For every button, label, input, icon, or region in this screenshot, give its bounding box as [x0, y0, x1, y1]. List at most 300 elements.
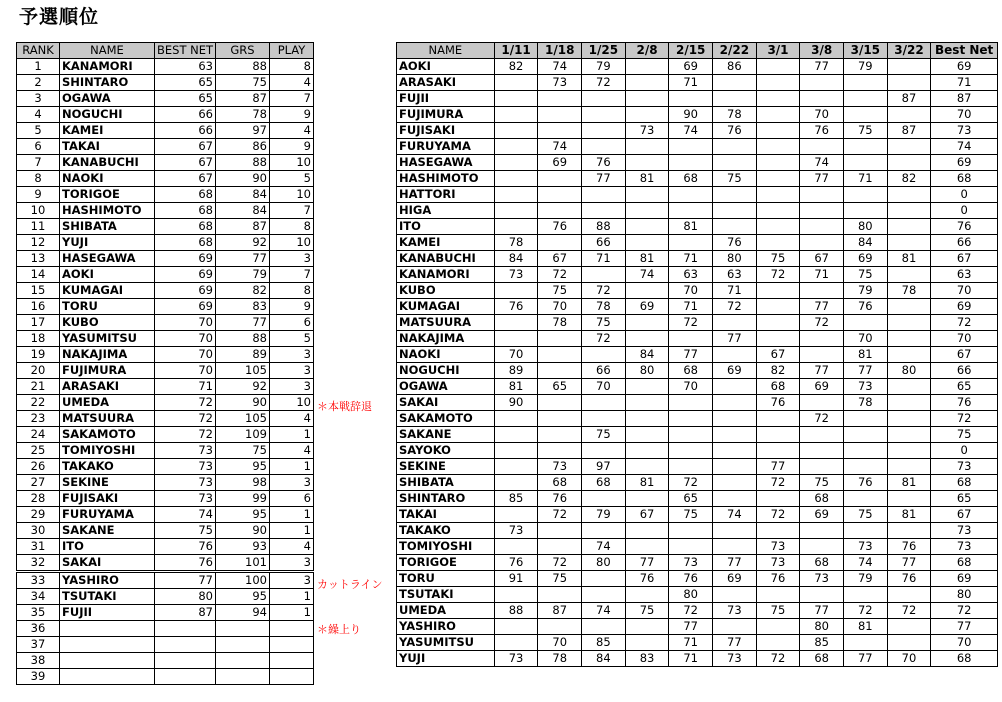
scores-row	[397, 411, 998, 427]
best-net-cell: 69	[931, 571, 998, 587]
player-name-cell: TORIGOE	[397, 555, 495, 571]
round-score-cell	[494, 91, 538, 107]
gross-cell: 82	[216, 283, 270, 299]
round-score-cell	[625, 443, 669, 459]
play-count-cell: 1	[270, 507, 314, 523]
round-score-cell	[843, 411, 887, 427]
round-score-cell: 81	[625, 171, 669, 187]
round-score-cell: 77	[800, 363, 844, 379]
player-name-cell: YUJI	[397, 651, 495, 667]
scores-row	[397, 651, 998, 667]
round-score-cell: 77	[800, 603, 844, 619]
round-score-cell	[887, 459, 931, 475]
rank-cell: 21	[17, 379, 60, 395]
round-score-cell	[843, 523, 887, 539]
round-score-cell	[494, 203, 538, 219]
round-score-cell: 89	[494, 363, 538, 379]
round-score-cell	[843, 587, 887, 603]
scores-header-date: 1/25	[582, 43, 626, 59]
round-score-cell	[800, 347, 844, 363]
round-score-cell: 79	[843, 283, 887, 299]
round-score-cell	[582, 395, 626, 411]
player-name-cell	[60, 637, 155, 653]
round-score-cell	[800, 523, 844, 539]
best-net-cell	[155, 669, 216, 685]
best-net-cell: 66	[931, 235, 998, 251]
rank-cell: 34	[17, 589, 60, 605]
rank-cell: 30	[17, 523, 60, 539]
ranking-header-row	[17, 43, 314, 59]
ranking-row	[17, 75, 314, 91]
scores-row	[397, 123, 998, 139]
round-score-cell: 84	[582, 651, 626, 667]
round-score-cell	[713, 491, 757, 507]
player-name-cell: SAKANE	[60, 523, 155, 539]
scores-row	[397, 91, 998, 107]
round-score-cell	[582, 347, 626, 363]
scores-row	[397, 315, 998, 331]
round-score-cell	[756, 123, 800, 139]
round-score-cell	[582, 91, 626, 107]
round-score-cell: 81	[887, 251, 931, 267]
round-score-cell: 68	[800, 651, 844, 667]
round-score-cell: 69	[713, 571, 757, 587]
play-count-cell: 3	[270, 347, 314, 363]
round-score-cell	[756, 107, 800, 123]
round-score-cell: 76	[756, 395, 800, 411]
round-score-cell: 78	[538, 315, 582, 331]
round-score-cell	[756, 619, 800, 635]
scores-row	[397, 555, 998, 571]
round-score-cell: 81	[887, 507, 931, 523]
round-score-cell: 71	[713, 283, 757, 299]
round-score-cell	[843, 203, 887, 219]
round-score-cell	[494, 187, 538, 203]
ranking-row	[17, 669, 314, 685]
player-name-cell: SHINTARO	[397, 491, 495, 507]
player-name-cell: OGAWA	[397, 379, 495, 395]
play-count-cell: 4	[270, 75, 314, 91]
ranking-row	[17, 123, 314, 139]
round-score-cell: 71	[669, 251, 713, 267]
gross-cell: 78	[216, 107, 270, 123]
round-score-cell: 74	[843, 555, 887, 571]
best-net-cell: 0	[931, 203, 998, 219]
round-score-cell: 66	[582, 235, 626, 251]
ranking-header-name: NAME	[60, 43, 155, 59]
ranking-row	[17, 315, 314, 331]
round-score-cell	[713, 379, 757, 395]
rank-cell: 31	[17, 539, 60, 555]
play-count-cell: 3	[270, 572, 314, 589]
gross-cell: 77	[216, 251, 270, 267]
round-score-cell: 72	[887, 603, 931, 619]
round-score-cell	[582, 187, 626, 203]
round-score-cell	[713, 619, 757, 635]
player-name-cell: SAYOKO	[397, 443, 495, 459]
round-score-cell: 78	[538, 651, 582, 667]
round-score-cell	[887, 347, 931, 363]
rank-cell: 7	[17, 155, 60, 171]
round-score-cell	[538, 171, 582, 187]
ranking-row	[17, 347, 314, 363]
round-score-cell: 74	[713, 507, 757, 523]
ranking-row	[17, 363, 314, 379]
play-count-cell: 1	[270, 589, 314, 605]
best-net-cell: 70	[931, 283, 998, 299]
player-name-cell: KANABUCHI	[60, 155, 155, 171]
round-score-cell: 73	[756, 539, 800, 555]
round-score-cell: 74	[800, 155, 844, 171]
round-score-cell	[625, 283, 669, 299]
round-score-cell: 72	[713, 299, 757, 315]
player-name-cell: SHINTARO	[60, 75, 155, 91]
round-score-cell	[582, 203, 626, 219]
round-score-cell	[713, 347, 757, 363]
round-score-cell	[625, 379, 669, 395]
round-score-cell: 76	[582, 155, 626, 171]
round-score-cell: 72	[756, 651, 800, 667]
scores-row	[397, 75, 998, 91]
round-score-cell	[887, 315, 931, 331]
round-score-cell: 72	[669, 475, 713, 491]
best-net-cell: 68	[931, 555, 998, 571]
round-score-cell: 77	[800, 59, 844, 75]
round-score-cell	[494, 75, 538, 91]
round-score-cell	[843, 491, 887, 507]
best-net-cell: 71	[155, 379, 216, 395]
round-score-cell: 97	[582, 459, 626, 475]
round-score-cell: 82	[756, 363, 800, 379]
best-net-cell: 69	[931, 299, 998, 315]
best-net-cell: 0	[931, 443, 998, 459]
round-score-cell	[582, 587, 626, 603]
rank-cell: 29	[17, 507, 60, 523]
round-score-cell: 67	[625, 507, 669, 523]
rank-cell: 2	[17, 75, 60, 91]
round-score-cell: 73	[713, 651, 757, 667]
round-score-cell: 71	[669, 75, 713, 91]
gross-cell: 87	[216, 219, 270, 235]
ranking-row	[17, 187, 314, 203]
player-name-cell: SEKINE	[397, 459, 495, 475]
round-score-cell	[756, 427, 800, 443]
ranking-row	[17, 219, 314, 235]
round-score-cell: 67	[800, 251, 844, 267]
round-score-cell	[582, 619, 626, 635]
play-count-cell	[270, 653, 314, 669]
round-score-cell: 77	[843, 363, 887, 379]
round-score-cell: 72	[582, 331, 626, 347]
ranking-row	[17, 572, 314, 589]
round-score-cell	[625, 75, 669, 91]
round-score-cell	[887, 267, 931, 283]
ranking-row	[17, 235, 314, 251]
player-name-cell: AOKI	[397, 59, 495, 75]
play-count-cell: 5	[270, 171, 314, 187]
player-name-cell: NAOKI	[60, 171, 155, 187]
round-score-cell: 78	[582, 299, 626, 315]
round-score-cell: 71	[669, 635, 713, 651]
round-score-cell	[494, 411, 538, 427]
gross-cell: 109	[216, 427, 270, 443]
round-score-cell	[625, 155, 669, 171]
scores-row	[397, 363, 998, 379]
best-net-cell: 73	[155, 475, 216, 491]
rank-cell: 20	[17, 363, 60, 379]
scores-header-date: 3/8	[800, 43, 844, 59]
play-count-cell: 7	[270, 91, 314, 107]
rank-cell: 18	[17, 331, 60, 347]
play-count-cell: 7	[270, 267, 314, 283]
rank-cell: 5	[17, 123, 60, 139]
round-score-cell: 73	[494, 267, 538, 283]
round-score-cell: 80	[625, 363, 669, 379]
round-score-cell: 72	[843, 603, 887, 619]
round-score-cell	[494, 475, 538, 491]
best-net-cell: 69	[155, 283, 216, 299]
round-score-cell: 66	[582, 363, 626, 379]
round-score-cell	[887, 155, 931, 171]
scores-header-date: 2/15	[669, 43, 713, 59]
ranking-header-play: PLAY	[270, 43, 314, 59]
scores-header-row	[397, 43, 998, 59]
best-net-cell: 65	[931, 379, 998, 395]
player-name-cell	[60, 669, 155, 685]
scores-row	[397, 155, 998, 171]
round-score-cell	[713, 443, 757, 459]
round-score-cell: 71	[669, 651, 713, 667]
round-score-cell	[756, 331, 800, 347]
scores-row	[397, 171, 998, 187]
round-score-cell	[800, 75, 844, 91]
round-score-cell: 72	[538, 267, 582, 283]
scores-row	[397, 59, 998, 75]
round-score-cell	[756, 235, 800, 251]
round-score-cell	[538, 235, 582, 251]
round-score-cell: 81	[625, 475, 669, 491]
round-score-cell: 73	[625, 123, 669, 139]
round-score-cell	[800, 587, 844, 603]
round-score-cell	[713, 459, 757, 475]
round-score-cell	[756, 587, 800, 603]
scores-row	[397, 347, 998, 363]
ranking-row	[17, 653, 314, 669]
ranking-row	[17, 155, 314, 171]
play-count-cell: 1	[270, 605, 314, 621]
round-score-cell: 72	[669, 603, 713, 619]
round-score-cell	[494, 315, 538, 331]
ranking-row	[17, 523, 314, 539]
player-name-cell: FUJII	[60, 605, 155, 621]
player-name-cell: YASUMITSU	[397, 635, 495, 651]
round-score-cell	[756, 203, 800, 219]
round-score-cell: 77	[582, 171, 626, 187]
ranking-row	[17, 621, 314, 637]
round-score-cell	[582, 267, 626, 283]
rank-cell: 6	[17, 139, 60, 155]
round-score-cell	[538, 411, 582, 427]
round-score-cell	[625, 315, 669, 331]
best-net-cell	[155, 637, 216, 653]
round-score-cell	[538, 107, 582, 123]
best-net-cell: 68	[931, 171, 998, 187]
player-name-cell: HASEGAWA	[60, 251, 155, 267]
best-net-cell: 74	[155, 507, 216, 523]
best-net-cell: 0	[931, 187, 998, 203]
round-score-cell: 65	[538, 379, 582, 395]
round-score-cell	[669, 187, 713, 203]
round-score-cell	[538, 203, 582, 219]
round-score-cell: 63	[713, 267, 757, 283]
player-name-cell: HIGA	[397, 203, 495, 219]
round-score-cell	[887, 187, 931, 203]
ranking-row	[17, 637, 314, 653]
round-score-cell	[494, 539, 538, 555]
round-score-cell: 78	[887, 283, 931, 299]
round-score-cell: 72	[538, 507, 582, 523]
player-name-cell: HATTORI	[397, 187, 495, 203]
round-score-cell: 73	[494, 523, 538, 539]
best-net-cell: 73	[931, 523, 998, 539]
best-net-cell: 73	[931, 123, 998, 139]
best-net-cell: 73	[155, 459, 216, 475]
round-score-cell: 75	[582, 427, 626, 443]
best-net-cell: 76	[931, 219, 998, 235]
round-score-cell: 72	[582, 75, 626, 91]
round-score-cell	[887, 219, 931, 235]
play-count-cell: 1	[270, 523, 314, 539]
round-score-cell	[843, 315, 887, 331]
round-score-cell	[494, 155, 538, 171]
scores-row	[397, 395, 998, 411]
player-name-cell: FURUYAMA	[397, 139, 495, 155]
round-score-cell	[582, 123, 626, 139]
round-score-cell: 69	[800, 507, 844, 523]
play-count-cell: 6	[270, 315, 314, 331]
round-score-cell	[669, 411, 713, 427]
gross-cell: 79	[216, 267, 270, 283]
best-net-cell: 66	[931, 363, 998, 379]
gross-cell: 97	[216, 123, 270, 139]
player-name-cell: KUMAGAI	[397, 299, 495, 315]
round-score-cell: 72	[800, 315, 844, 331]
round-score-cell: 72	[669, 315, 713, 331]
round-score-cell	[582, 491, 626, 507]
round-score-cell	[669, 443, 713, 459]
gross-cell: 87	[216, 91, 270, 107]
best-net-cell: 74	[931, 139, 998, 155]
round-score-cell: 76	[538, 219, 582, 235]
round-score-cell	[538, 443, 582, 459]
round-score-cell: 73	[756, 555, 800, 571]
scores-row	[397, 299, 998, 315]
round-score-cell	[669, 427, 713, 443]
round-score-cell: 77	[713, 331, 757, 347]
gross-cell: 95	[216, 589, 270, 605]
scores-row	[397, 491, 998, 507]
scores-header-date: 3/15	[843, 43, 887, 59]
player-name-cell: KUBO	[60, 315, 155, 331]
round-score-cell: 84	[494, 251, 538, 267]
round-score-cell	[494, 427, 538, 443]
best-net-cell: 80	[931, 587, 998, 603]
round-score-cell: 70	[887, 651, 931, 667]
round-score-cell: 74	[582, 539, 626, 555]
round-score-cell: 71	[582, 251, 626, 267]
scores-row	[397, 459, 998, 475]
best-net-cell: 67	[931, 507, 998, 523]
round-score-cell	[887, 235, 931, 251]
round-score-cell	[538, 427, 582, 443]
note-fujii-promoted: ＊繰上り	[317, 623, 361, 636]
round-score-cell	[625, 107, 669, 123]
round-score-cell	[800, 395, 844, 411]
player-name-cell: UMEDA	[397, 603, 495, 619]
round-score-cell: 73	[538, 459, 582, 475]
ranking-row	[17, 605, 314, 621]
scores-row	[397, 587, 998, 603]
scores-row	[397, 635, 998, 651]
player-name-cell: YUJI	[60, 235, 155, 251]
best-net-cell: 65	[155, 91, 216, 107]
round-score-cell	[538, 331, 582, 347]
round-score-cell: 77	[800, 299, 844, 315]
gross-cell: 77	[216, 315, 270, 331]
round-score-cell	[582, 523, 626, 539]
round-score-cell	[887, 299, 931, 315]
player-name-cell: TAKAI	[60, 139, 155, 155]
round-score-cell: 72	[800, 411, 844, 427]
rank-cell: 15	[17, 283, 60, 299]
ranking-row	[17, 491, 314, 507]
round-score-cell	[494, 123, 538, 139]
player-name-cell: FUJISAKI	[60, 491, 155, 507]
round-score-cell: 82	[494, 59, 538, 75]
round-score-cell: 70	[669, 283, 713, 299]
gross-cell: 88	[216, 59, 270, 75]
scores-row	[397, 427, 998, 443]
round-score-cell: 69	[843, 251, 887, 267]
ranking-row	[17, 427, 314, 443]
round-score-cell	[494, 507, 538, 523]
round-score-cell: 75	[713, 171, 757, 187]
best-net-cell: 68	[155, 219, 216, 235]
round-score-cell	[669, 539, 713, 555]
best-net-cell: 67	[931, 251, 998, 267]
round-score-cell	[756, 187, 800, 203]
player-name-cell: TORU	[397, 571, 495, 587]
round-score-cell: 70	[800, 107, 844, 123]
round-score-cell	[887, 443, 931, 459]
ranking-row	[17, 283, 314, 299]
scores-row	[397, 283, 998, 299]
round-score-cell	[800, 443, 844, 459]
round-score-cell: 78	[843, 395, 887, 411]
player-name-cell: ARASAKI	[397, 75, 495, 91]
round-score-cell	[800, 139, 844, 155]
round-score-cell	[756, 91, 800, 107]
round-score-cell: 77	[800, 171, 844, 187]
round-score-cell: 72	[756, 475, 800, 491]
round-score-cell	[669, 235, 713, 251]
round-score-cell: 70	[582, 379, 626, 395]
ranking-row	[17, 59, 314, 75]
player-name-cell: NOGUCHI	[60, 107, 155, 123]
best-net-cell: 70	[155, 347, 216, 363]
best-net-cell: 72	[155, 395, 216, 411]
rank-cell: 35	[17, 605, 60, 621]
